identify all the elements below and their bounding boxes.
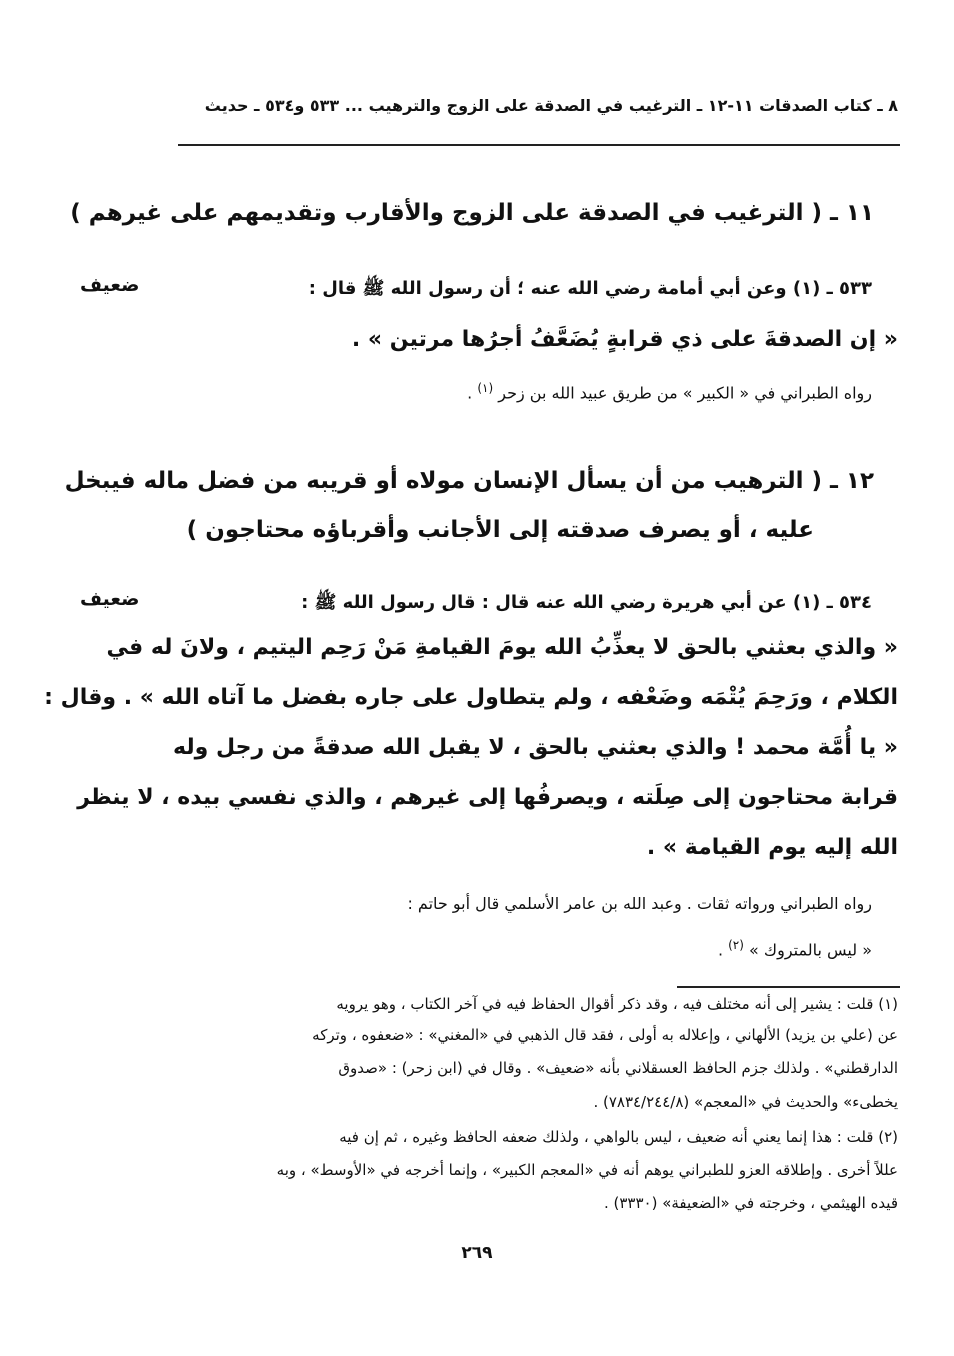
section-11-title: ١١ ـ ( الترغيب في الصدقة على الزوج والأقارب وتقديمهم على غيرهم ) — [70, 200, 874, 226]
hadith-533-intro: ٥٣٣ ـ (١) وعن أبي أمامة رضي الله عنه ؛ أن رسول الله ﷺ قال : — [308, 278, 872, 299]
hadith-534-line-5: الله إليه يوم القيامة » . — [646, 835, 898, 860]
footnote-divider — [677, 986, 900, 988]
footnote-1-line-1: (١) قلت : يشير إلى أنه مختلف فيه ، وقد ذكر أقوال الحفاظ فيه في آخر الكتاب ، وهو يرويه — [336, 995, 898, 1013]
hadith-534-intro: ٥٣٤ ـ (١) عن أبي هريرة رضي الله عنه قال : قال رسول الله ﷺ : — [301, 592, 872, 613]
footnote-1-line-3: الدارقطني» . ولذلك جزم الحافظ العسقلاني بأنه «ضعيف» . وقال في (ابن زحر) : «صدوق — [338, 1059, 898, 1077]
footnote-ref-2: (٢) — [728, 938, 744, 952]
hadith-534-grade: ضعيف — [80, 588, 140, 610]
section-12-title-line2: عليه ، أو يصرف صدقته إلى الأجانب وأقرباؤه محتاجون ) — [186, 517, 814, 543]
hadith-533-source: رواه الطبراني في « الكبير » من طريق عبيد الله بن زحر $^{(١)}$ . — [467, 381, 872, 403]
hadith-534-line-2: الكلام ، ورَحِمَ يُتْمَه وضَعْفه ، ولم يتطاول على جاره بفضل ما آتاه الله » . وقال : — [44, 685, 898, 710]
footnote-1-line-2: عن (علي بن يزيد) الألهاني ، وإعلاله به أولى ، فقد قال الذهبي في «المغني» : «ضعفوه ، وتركه — [312, 1026, 898, 1044]
page-number: ٢٦٩ — [461, 1243, 493, 1263]
hadith-533-grade: ضعيف — [80, 274, 140, 296]
header-divider — [178, 144, 900, 146]
footnote-ref-1: (١) — [477, 381, 494, 395]
footnote-2-line-1: (٢) قلت : هذا إنما يعني أنه ضعيف ، ليس بالواهي ، ولذلك ضعفه الحافظ وغيره ، ثم إن فيه — [339, 1128, 898, 1146]
hadith-534-source-line2: « ليس بالمتروك » $^{(٢)}$ . — [717, 938, 872, 960]
footnote-1-line-4: يخطىء» والحديث في «المعجم» (٧٨٣٤/٢٤٤/٨) . — [593, 1093, 898, 1111]
footnote-2-line-3: قيده الهيثمي ، وخرجته في «الضعيفة» (٣٣٣٠) . — [603, 1194, 898, 1212]
hadith-534-source-line1: رواه الطبراني ورواته ثقات . وعبد الله بن عامر الأسلمي قال أبو حاتم : — [407, 894, 872, 913]
hadith-534-line-3: « يا أُمَّة محمد ! والذي بعثني بالحق ، لا يقبل الله صدقةً من رجل وله — [173, 735, 898, 760]
footnote-2-line-2: عللاً أخرى . وإطلاقه العزو للطبراني يوهم أنه في «المعجم الكبير» ، وإنما أخرجه في «الأوسط» ، وبه — [276, 1161, 898, 1179]
hadith-534-line-1: « والذي بعثني بالحق لا يعذِّبُ الله يومَ القيامةِ مَنْ رَحِم اليتيم ، ولانَ له في — [106, 635, 898, 660]
section-12-title-line1: ١٢ ـ ( الترهيب من أن يسأل الإنسان مولاه أو قريبه من فضل ماله فيبخل — [64, 468, 874, 494]
running-head: ٨ ـ كتاب الصدقات ١١-١٢ ـ الترغيب في الصدقة على الزوج والترهيب ... ٥٣٣ و٥٣٤ ـ حديث — [204, 96, 898, 115]
hadith-534-line-4: قرابة محتاجون إلى صِلَته ، ويصرفُها إلى غيرهم ، والذي نفسي بيده ، لا ينظر — [77, 785, 898, 810]
hadith-533-text: « إن الصدقةَ على ذي قرابةٍ يُضَعَّفُ أجرُها مرتين » . — [351, 327, 898, 352]
